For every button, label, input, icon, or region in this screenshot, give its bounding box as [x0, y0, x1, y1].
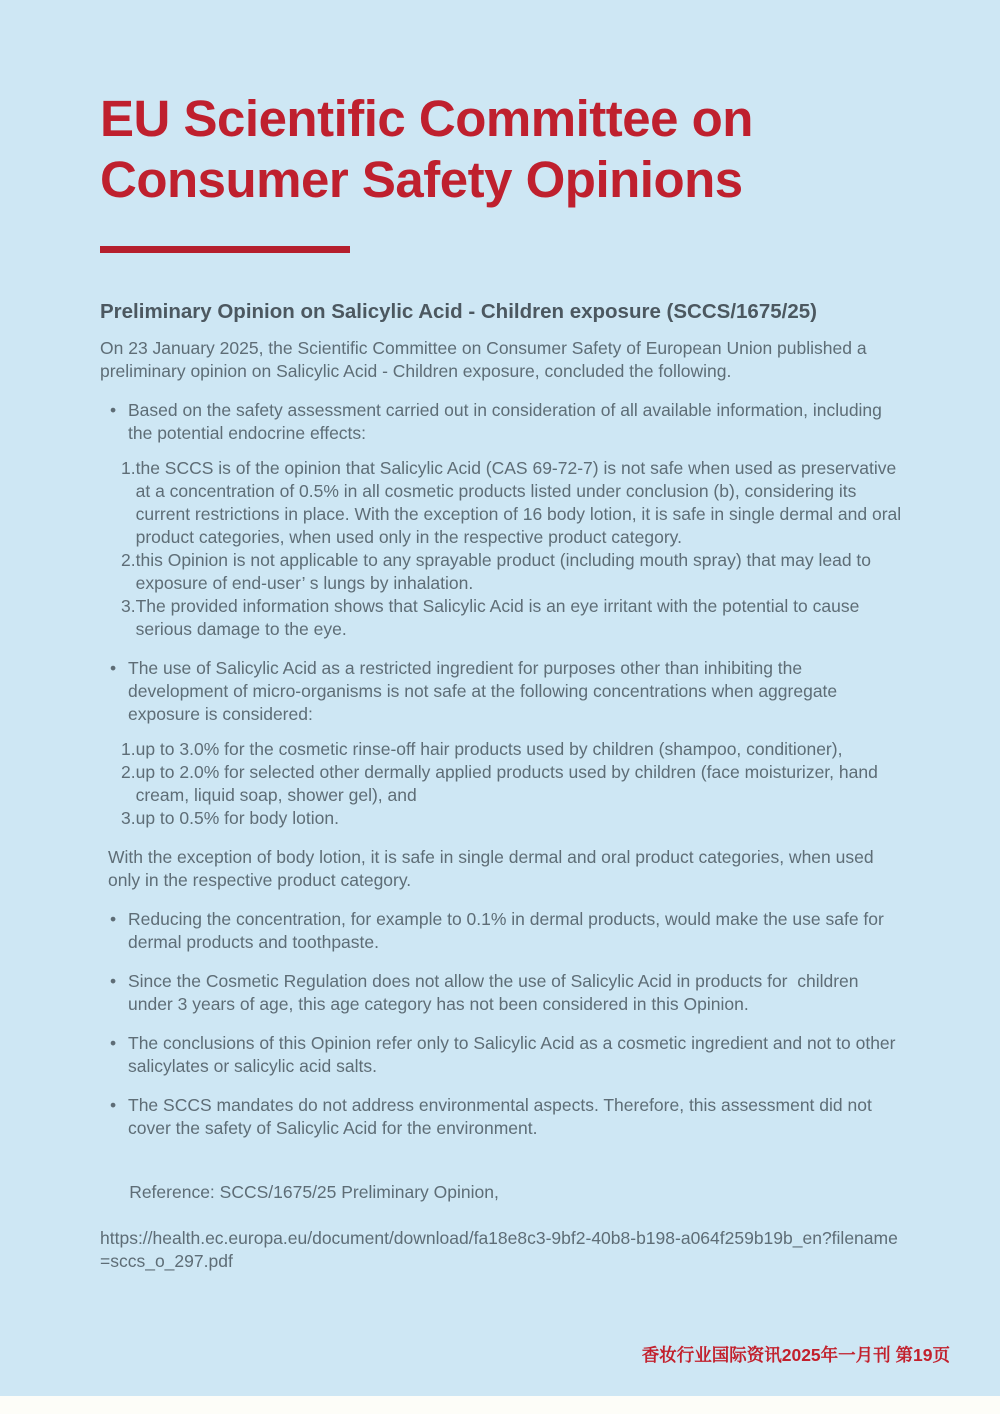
item-number: 3.: [121, 596, 136, 616]
bullet-text: Based on the safety assessment carried out in consideration of all available information, including the potential endocrine effects:: [128, 400, 887, 443]
bullet-icon: •: [110, 971, 117, 991]
numbered-item: [121, 549, 905, 595]
title-underline-divider: [100, 246, 350, 253]
bullet-text: The use of Salicylic Acid as a restricted ingredient for purposes other than inhibiting the development of micro-organisms is not safe at the following concentrations when aggregate exposure is considered:: [128, 658, 843, 724]
numbered-item: [121, 595, 905, 641]
item-text: up to 2.0% for selected other dermally applied products used by children (face moisturizer, hand cream, liquid soap, shower gel), and: [135, 762, 883, 805]
item-number: 1.: [121, 458, 136, 478]
bullet-item-conclusions-scope: [100, 1032, 905, 1078]
exception-note-paragraph: With the exception of body lotion, it is safe in single dermal and oral product categories, when used only in the respective product category.: [108, 847, 879, 890]
numbered-item: [121, 807, 905, 830]
reference-url-link[interactable]: https://health.ec.europa.eu/document/download/fa18e8c3-9bf2-40b8-b198-a064f259b19b_en?filename=sccs_o_297.pdf: [100, 1228, 898, 1271]
reference-block: [100, 1158, 905, 1319]
item-text: this Opinion is not applicable to any sprayable product (including mouth spray) that may lead to exposure of end-user’ s lungs by inhalation.: [135, 550, 876, 593]
bullet-item-safety-assessment: [100, 399, 905, 445]
bullet-item-reducing-concentration: [100, 908, 905, 954]
bullet-item-environmental-aspects: [100, 1094, 905, 1140]
item-number: 2.: [121, 762, 136, 782]
bullet-icon: •: [110, 1033, 117, 1053]
intro-paragraph: On 23 January 2025, the Scientific Committee on Consumer Safety of European Union published a preliminary opinion on Salicylic Acid - Children exposure, concluded the following.: [100, 338, 872, 381]
item-text: up to 0.5% for body lotion.: [135, 808, 339, 828]
item-number: 1.: [121, 739, 136, 759]
bullet-text: Since the Cosmetic Regulation does not allow the use of Salicylic Acid in products for children under 3 years of age, this age category has not been considered in this Opinion.: [128, 971, 864, 1014]
item-text: The provided information shows that Salicylic Acid is an eye irritant with the potential to cause serious damage to the eye.: [135, 596, 865, 639]
page-title: [100, 88, 905, 210]
footer-page-label: 香妆行业国际资讯2025年一月刊 第19页: [641, 1345, 950, 1365]
numbered-item: [121, 738, 905, 761]
bullet-text: The conclusions of this Opinion refer only to Salicylic Acid as a cosmetic ingredient and not to other salicylates or salicylic acid salts.: [128, 1033, 901, 1076]
item-text: up to 3.0% for the cosmetic rinse-off hair products used by children (shampoo, conditioner),: [135, 739, 843, 759]
item-number: 2.: [121, 550, 136, 570]
numbered-item: [121, 761, 905, 807]
bullet-item-cosmetic-regulation: [100, 970, 905, 1016]
page-title-line-1: EU Scientific Committee on: [100, 90, 753, 147]
bullet-item-restricted-ingredient: [100, 657, 905, 726]
bullet-icon: •: [110, 658, 117, 678]
item-number: 3.: [121, 808, 136, 828]
bullet-icon: •: [110, 1095, 117, 1115]
item-text: the SCCS is of the opinion that Salicylic Acid (CAS 69-72-7) is not safe when used as preservative at a concentration of 0.5% in all cosmetic products listed under conclusion (b), considering its current restrictions in place. With the exception of 16 body lotion, it is safe in single dermal and oral product categories, when used only in the respective product category.: [135, 458, 907, 547]
page-title-line-2: Consumer Safety Opinions: [100, 151, 743, 208]
section-heading: Preliminary Opinion on Salicylic Acid - Children exposure (SCCS/1675/25): [100, 300, 817, 323]
numbered-list-conclusions: [100, 457, 905, 641]
numbered-list-concentrations: [100, 738, 905, 830]
bullet-text: The SCCS mandates do not address environmental aspects. Therefore, this assessment did not cover the safety of Salicylic Acid for the environment.: [128, 1095, 877, 1138]
bullet-icon: •: [110, 909, 117, 929]
numbered-item: [121, 457, 905, 549]
bullet-text: Reducing the concentration, for example to 0.1% in dermal products, would make the use safe for dermal products and toothpaste.: [128, 909, 889, 952]
reference-label: Reference: SCCS/1675/25 Preliminary Opinion,: [129, 1182, 499, 1202]
bullet-icon: •: [110, 400, 117, 420]
